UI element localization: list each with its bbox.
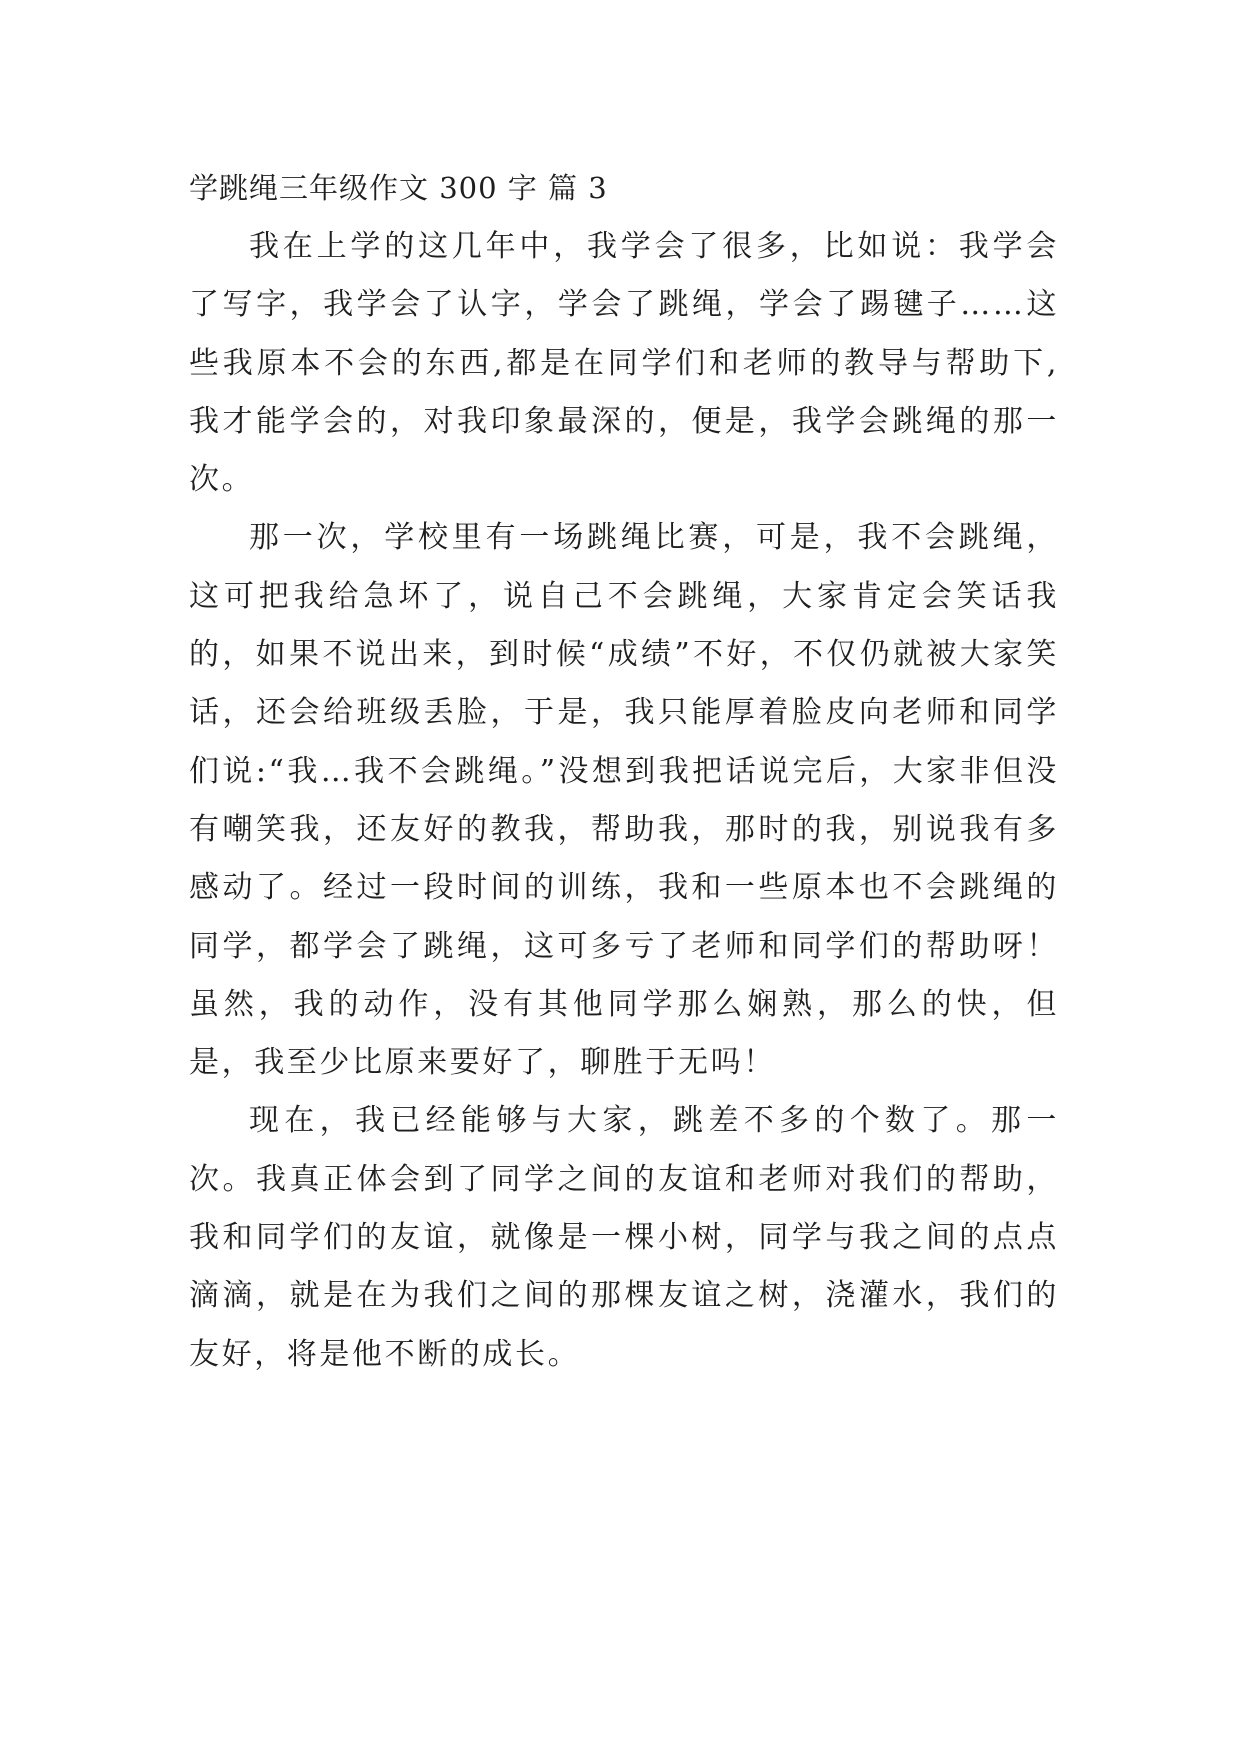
paragraph-3: 现在，我已经能够与大家，跳差不多的个数了。那一次。我真正体会到了同学之间的友谊和老师对我们的帮助，我和同学们的友谊，就像是一棵小树，同学与我之间的点点滴滴，就是在为我们之间的那棵友谊之树，浇灌水，我们的友好，将是他不断的成长。 — [189, 1103, 1059, 1372]
paragraph-2: 那一次，学校里有一场跳绳比赛，可是，我不会跳绳，这可把我给急坏了，说自己不会跳绳，大家肯定会笑话我的，如果不说出来，到时候“成绩”不好，不仅仍就被大家笑话，还会给班级丢脸，于是，我只能厚着脸皮向老师和同学们说:“我…我不会跳绳。”没想到我把话说完后，大家非但没有嘲笑我，还友好的教我，帮助我，那时的我，别说我有多感动了。经过一段时间的训练，我和一些原本也不会跳绳的同学，都学会了跳绳，这可多亏了老师和同学们的帮助呀！虽然，我的动作，没有其他同学那么娴熟，那么的快，但是，我至少比原来要好了，聊胜于无吗！ — [189, 520, 1059, 1081]
paragraph-1: 我在上学的这几年中，我学会了很多，比如说：我学会了写字，我学会了认字，学会了跳绳，学会了踢毽子……这些我原本不会的东西,都是在同学们和老师的教导与帮助下,我才能学会的，对我印象最深的，便是，我学会跳绳的那一次。 — [189, 229, 1059, 498]
document-title: 学跳绳三年级作文 300 字 篇 3 — [189, 171, 608, 205]
document-body — [189, 158, 1059, 1384]
